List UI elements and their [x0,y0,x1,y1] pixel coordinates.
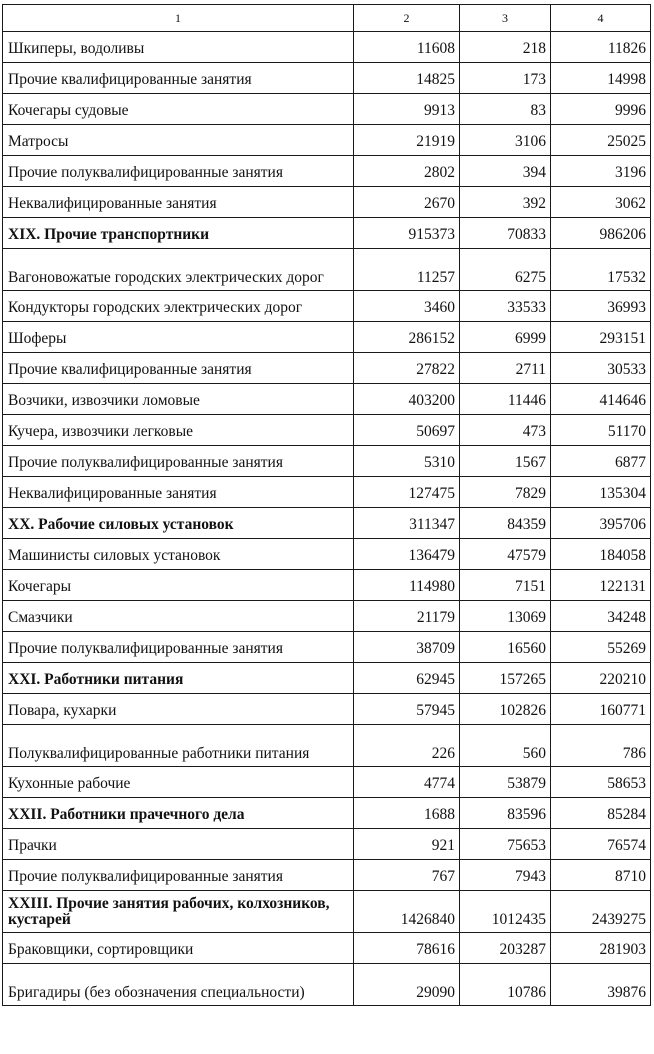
value-column-3: 11446 [460,384,551,415]
value-column-4: 30533 [551,353,651,384]
value-column-2: 9913 [354,94,460,125]
value-column-4: 58653 [551,767,651,798]
value-column-3: 7943 [460,860,551,891]
table-row [3,415,651,446]
table-row [3,964,651,1006]
table-row [3,694,651,725]
value-column-2: 11608 [354,32,460,63]
value-column-4: 3062 [551,187,651,218]
occupation-label: XXI. Работники питания [3,663,354,694]
section-row [3,663,651,694]
value-column-4: 76574 [551,829,651,860]
value-column-3: 70833 [460,218,551,249]
value-column-2: 21179 [354,601,460,632]
value-column-2: 311347 [354,508,460,539]
value-column-2: 62945 [354,663,460,694]
value-column-2: 11257 [354,249,460,291]
table-row [3,291,651,322]
value-column-2: 114980 [354,570,460,601]
value-column-3: 47579 [460,539,551,570]
value-column-4: 39876 [551,964,651,1006]
occupation-label: Кучера, извозчики легковые [3,415,354,446]
table-row [3,94,651,125]
table-row [3,829,651,860]
value-column-2: 286152 [354,322,460,353]
table-row [3,322,651,353]
table-row [3,384,651,415]
occupation-label: XX. Рабочие силовых установок [3,508,354,539]
value-column-3: 203287 [460,933,551,964]
value-column-3: 7829 [460,477,551,508]
value-column-2: 29090 [354,964,460,1006]
value-column-2: 21919 [354,125,460,156]
value-column-4: 220210 [551,663,651,694]
section-row [3,798,651,829]
value-column-4: 55269 [551,632,651,663]
value-column-2: 3460 [354,291,460,322]
table-row [3,353,651,384]
value-column-2: 4774 [354,767,460,798]
value-column-2: 5310 [354,446,460,477]
value-column-3: 3106 [460,125,551,156]
value-column-2: 2670 [354,187,460,218]
table-row [3,860,651,891]
occupation-label: Кондукторы городских электрических дорог [3,291,354,322]
table-header [3,5,651,32]
occupation-label: Кухонные рабочие [3,767,354,798]
occupation-label: Прочие квалифицированные занятия [3,63,354,94]
value-column-3: 2711 [460,353,551,384]
column-number-4: 4 [551,5,651,32]
table-row [3,632,651,663]
value-column-2: 136479 [354,539,460,570]
occupation-label: XXIII. Прочие занятия рабочих, колхозников, кустарей [3,891,354,933]
value-column-2: 1426840 [354,891,460,933]
value-column-3: 83 [460,94,551,125]
section-row [3,218,651,249]
occupation-label: Прочие полуквалифицированные занятия [3,156,354,187]
column-number-3: 3 [460,5,551,32]
value-column-3: 10786 [460,964,551,1006]
value-column-3: 83596 [460,798,551,829]
value-column-4: 34248 [551,601,651,632]
value-column-3: 560 [460,725,551,767]
value-column-4: 395706 [551,508,651,539]
value-column-3: 33533 [460,291,551,322]
value-column-3: 6275 [460,249,551,291]
table-row [3,446,651,477]
value-column-2: 27822 [354,353,460,384]
value-column-3: 75653 [460,829,551,860]
value-column-2: 2802 [354,156,460,187]
occupation-label: Браковщики, сортировщики [3,933,354,964]
value-column-2: 226 [354,725,460,767]
occupation-label: Шкиперы, водоливы [3,32,354,63]
value-column-2: 14825 [354,63,460,94]
value-column-4: 786 [551,725,651,767]
occupation-label: Шоферы [3,322,354,353]
occupation-label: Матросы [3,125,354,156]
value-column-4: 6877 [551,446,651,477]
value-column-4: 14998 [551,63,651,94]
value-column-3: 1012435 [460,891,551,933]
table-row [3,63,651,94]
value-column-4: 11826 [551,32,651,63]
value-column-4: 25025 [551,125,651,156]
table-row [3,725,651,767]
value-column-4: 8710 [551,860,651,891]
value-column-3: 1567 [460,446,551,477]
value-column-4: 135304 [551,477,651,508]
table-row [3,601,651,632]
table-row [3,477,651,508]
value-column-4: 414646 [551,384,651,415]
value-column-2: 1688 [354,798,460,829]
value-column-3: 157265 [460,663,551,694]
occupation-label: Кочегары судовые [3,94,354,125]
occupation-label: Бригадиры (без обозначения специальности) [3,964,354,1006]
table-body [3,32,651,1006]
value-column-2: 78616 [354,933,460,964]
occupation-label: XIX. Прочие транспортники [3,218,354,249]
occupation-label: Прачки [3,829,354,860]
table-row [3,156,651,187]
value-column-4: 9996 [551,94,651,125]
table-row [3,933,651,964]
occupation-label: Повара, кухарки [3,694,354,725]
value-column-4: 160771 [551,694,651,725]
table-row [3,187,651,218]
occupation-label: Возчики, извозчики ломовые [3,384,354,415]
value-column-2: 915373 [354,218,460,249]
value-column-3: 394 [460,156,551,187]
occupation-label: Прочие полуквалифицированные занятия [3,860,354,891]
value-column-4: 36993 [551,291,651,322]
value-column-3: 173 [460,63,551,94]
occupation-label: Смазчики [3,601,354,632]
value-column-2: 767 [354,860,460,891]
table-row [3,125,651,156]
value-column-4: 51170 [551,415,651,446]
value-column-4: 122131 [551,570,651,601]
value-column-4: 3196 [551,156,651,187]
occupation-table [2,4,651,1006]
value-column-2: 403200 [354,384,460,415]
occupation-label: Машинисты силовых установок [3,539,354,570]
column-number-row [3,5,651,32]
value-column-2: 921 [354,829,460,860]
value-column-3: 7151 [460,570,551,601]
value-column-2: 50697 [354,415,460,446]
value-column-4: 17532 [551,249,651,291]
occupation-label: Прочие полуквалифицированные занятия [3,446,354,477]
occupation-label: Прочие полуквалифицированные занятия [3,632,354,663]
value-column-4: 85284 [551,798,651,829]
occupation-label: XXII. Работники прачечного дела [3,798,354,829]
table-row [3,539,651,570]
section-row [3,891,651,933]
table-row [3,32,651,63]
value-column-4: 2439275 [551,891,651,933]
value-column-3: 13069 [460,601,551,632]
section-row [3,508,651,539]
column-number-1: 1 [3,5,354,32]
value-column-3: 16560 [460,632,551,663]
table-row [3,249,651,291]
value-column-3: 6999 [460,322,551,353]
value-column-3: 473 [460,415,551,446]
table-row [3,767,651,798]
value-column-3: 102826 [460,694,551,725]
column-number-2: 2 [354,5,460,32]
occupation-label: Прочие квалифицированные занятия [3,353,354,384]
value-column-3: 53879 [460,767,551,798]
occupation-label: Полуквалифицированные работники питания [3,725,354,767]
value-column-2: 38709 [354,632,460,663]
value-column-2: 57945 [354,694,460,725]
value-column-3: 392 [460,187,551,218]
value-column-3: 84359 [460,508,551,539]
value-column-2: 127475 [354,477,460,508]
value-column-4: 281903 [551,933,651,964]
value-column-4: 184058 [551,539,651,570]
value-column-4: 986206 [551,218,651,249]
occupation-label: Неквалифицированные занятия [3,187,354,218]
occupation-label: Кочегары [3,570,354,601]
value-column-3: 218 [460,32,551,63]
occupation-label: Неквалифицированные занятия [3,477,354,508]
occupation-label: Вагоновожатые городских электрических дорог [3,249,354,291]
table-row [3,570,651,601]
value-column-4: 293151 [551,322,651,353]
